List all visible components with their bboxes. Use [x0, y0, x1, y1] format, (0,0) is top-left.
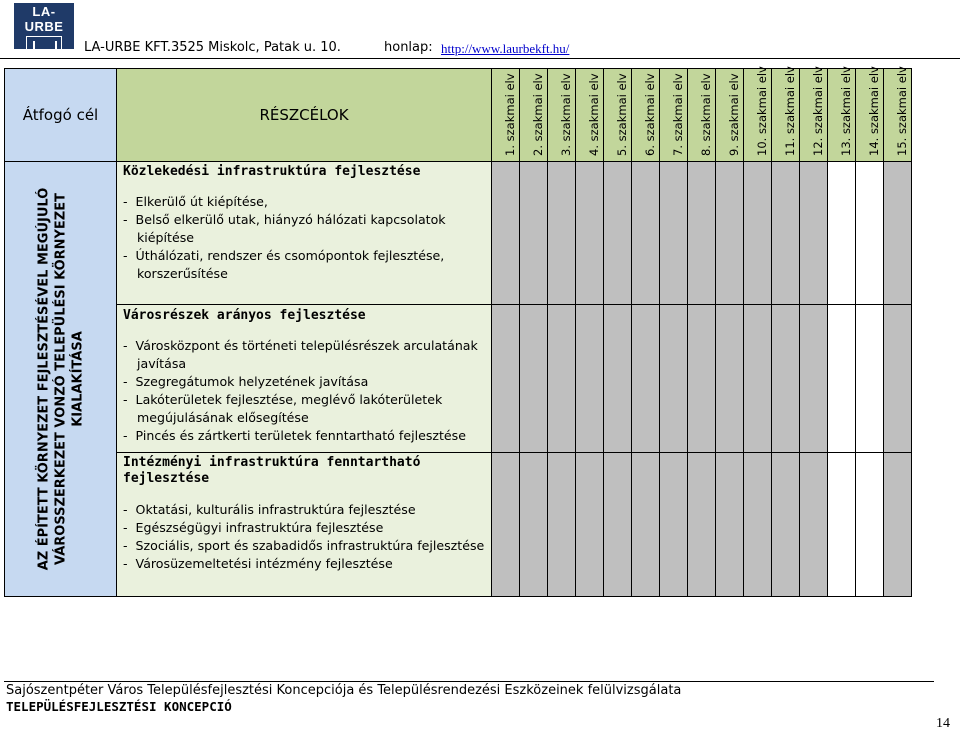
header-elv-9: 9. szakmai elv [716, 69, 744, 162]
matrix-cell [800, 305, 828, 453]
section-title: Intézményi infrastruktúra fenntartható fejlesztése [123, 455, 421, 486]
matrix-cell [800, 162, 828, 305]
list-item: - Pincés és zártkerti területek fenntartható fejlesztése [123, 428, 466, 443]
header-elv-14: 14. szakmai elv [856, 69, 884, 162]
subgoal-transport [117, 162, 492, 305]
page-header [0, 0, 960, 67]
header-elv-1: 1. szakmai elv [492, 69, 520, 162]
matrix-cell [772, 453, 800, 597]
matrix-cell [884, 305, 912, 453]
logo-subtext: ÉRTÉKSZINTŰ [26, 61, 62, 67]
matrix-cell [520, 162, 548, 305]
header-elv-10: 10. szakmai elv [744, 69, 772, 162]
matrix-cell [548, 305, 576, 453]
subgoal-institutions [117, 453, 492, 597]
matrix-cell [828, 305, 856, 453]
matrix-cell [688, 162, 716, 305]
matrix-cell [828, 453, 856, 597]
matrix-cell [828, 162, 856, 305]
matrix-cell [744, 453, 772, 597]
page-number: 14 [936, 716, 950, 731]
header-elv-2: 2. szakmai elv [520, 69, 548, 162]
matrix-cell [576, 305, 604, 453]
footer-document-subtitle: TELEPÜLÉSFEJLESZTÉSI KONCEPCIÓ [6, 699, 232, 714]
header-elv-8: 8. szakmai elv [688, 69, 716, 162]
homepage-link[interactable]: http://www.laurbekft.hu/ [441, 41, 570, 56]
matrix-cell [604, 162, 632, 305]
list-item: - Belső elkerülő utak, hiányzó hálózati kapcsolatok kiépítése [123, 212, 446, 245]
matrix-cell [520, 305, 548, 453]
list-item: - Elkerülő út kiépítése, [123, 194, 268, 209]
matrix-cell [772, 305, 800, 453]
matrix-cell [632, 162, 660, 305]
matrix-cell [688, 305, 716, 453]
header-goal: Átfogó cél [5, 69, 117, 162]
header-elv-12: 12. szakmai elv [800, 69, 828, 162]
header-elv-6: 6. szakmai elv [632, 69, 660, 162]
header-elv-7: 7. szakmai elv [660, 69, 688, 162]
matrix-cell [800, 453, 828, 597]
table-row [5, 305, 912, 453]
list-item: - Városközpont és történeti településrészek arculatának javítása [123, 338, 478, 371]
matrix-cell [492, 162, 520, 305]
company-logo [14, 3, 74, 67]
list-item: - Oktatási, kulturális infrastruktúra fejlesztése [123, 502, 416, 517]
matrix-cell [548, 162, 576, 305]
matrix-cell [856, 162, 884, 305]
header-elv-15: 15. szakmai elv [884, 69, 912, 162]
footer-divider [4, 681, 934, 682]
matrix-cell [576, 453, 604, 597]
matrix-cell [520, 453, 548, 597]
list-item: - Úthálózati, rendszer és csomópontok fejlesztése, korszerűsítése [123, 248, 445, 281]
matrix-cell [548, 453, 576, 597]
matrix-cell [492, 305, 520, 453]
matrix-cell [660, 162, 688, 305]
logo-text: LA-URBE [24, 4, 64, 34]
matrix-cell [884, 453, 912, 597]
matrix-cell [744, 305, 772, 453]
matrix-cell [716, 305, 744, 453]
matrix-cell [716, 162, 744, 305]
goal-text: AZ ÉPÍTETT KÖRNYEZET FEJLESZTÉSÉVEL MEGÚJULÓ VÁROSSZERKEZET VONZÓ TELEPÜLÉSI KÖRNYEZET KIALAKÍTÁSA [36, 187, 85, 571]
list-item: - Egészségügyi infrastruktúra fejlesztése [123, 520, 384, 535]
table-header-row [5, 69, 912, 162]
header-elv-11: 11. szakmai elv [772, 69, 800, 162]
table-row [5, 453, 912, 597]
list-item: - Lakóterületek fejlesztése, meglévő lakóterületek megújulásának elősegítése [123, 392, 443, 425]
footer-document-title: Sajószentpéter Város Településfejlesztési Koncepciója és Településrendezési Eszközeinek felülvizsgálata [6, 683, 682, 698]
homepage-label: honlap: [384, 40, 433, 55]
header-elv-4: 4. szakmai elv [576, 69, 604, 162]
matrix-cell [716, 453, 744, 597]
company-address: LA-URBE KFT.3525 Miskolc, Patak u. 10. [84, 40, 341, 55]
logo-building-icon [26, 36, 62, 60]
list-item: - Szegregátumok helyzetének javítása [123, 374, 369, 389]
header-elv-5: 5. szakmai elv [604, 69, 632, 162]
list-item: - Városüzemeltetési intézmény fejlesztése [123, 556, 393, 571]
goal-cell [5, 162, 117, 597]
header-elv-13: 13. szakmai elv [828, 69, 856, 162]
matrix-cell [660, 453, 688, 597]
header-subgoals: RÉSZCÉLOK [117, 69, 492, 162]
matrix-cell [688, 453, 716, 597]
list-item: - Szociális, sport és szabadidős infrastruktúra fejlesztése [123, 538, 485, 553]
matrix-cell [772, 162, 800, 305]
table-row [5, 162, 912, 305]
matrix-cell [576, 162, 604, 305]
matrix-cell [660, 305, 688, 453]
matrix-cell [632, 305, 660, 453]
matrix-cell [632, 453, 660, 597]
header-elv-3: 3. szakmai elv [548, 69, 576, 162]
matrix-cell [856, 453, 884, 597]
section-title: Közlekedési infrastruktúra fejlesztése [123, 164, 421, 179]
matrix-cell [492, 453, 520, 597]
matrix-cell [884, 162, 912, 305]
matrix-cell [604, 453, 632, 597]
matrix-cell [856, 305, 884, 453]
header-divider [0, 58, 960, 59]
goals-table [4, 68, 912, 597]
section-title: Városrészek arányos fejlesztése [123, 308, 366, 323]
matrix-cell [604, 305, 632, 453]
matrix-cell [744, 162, 772, 305]
subgoal-districts [117, 305, 492, 453]
